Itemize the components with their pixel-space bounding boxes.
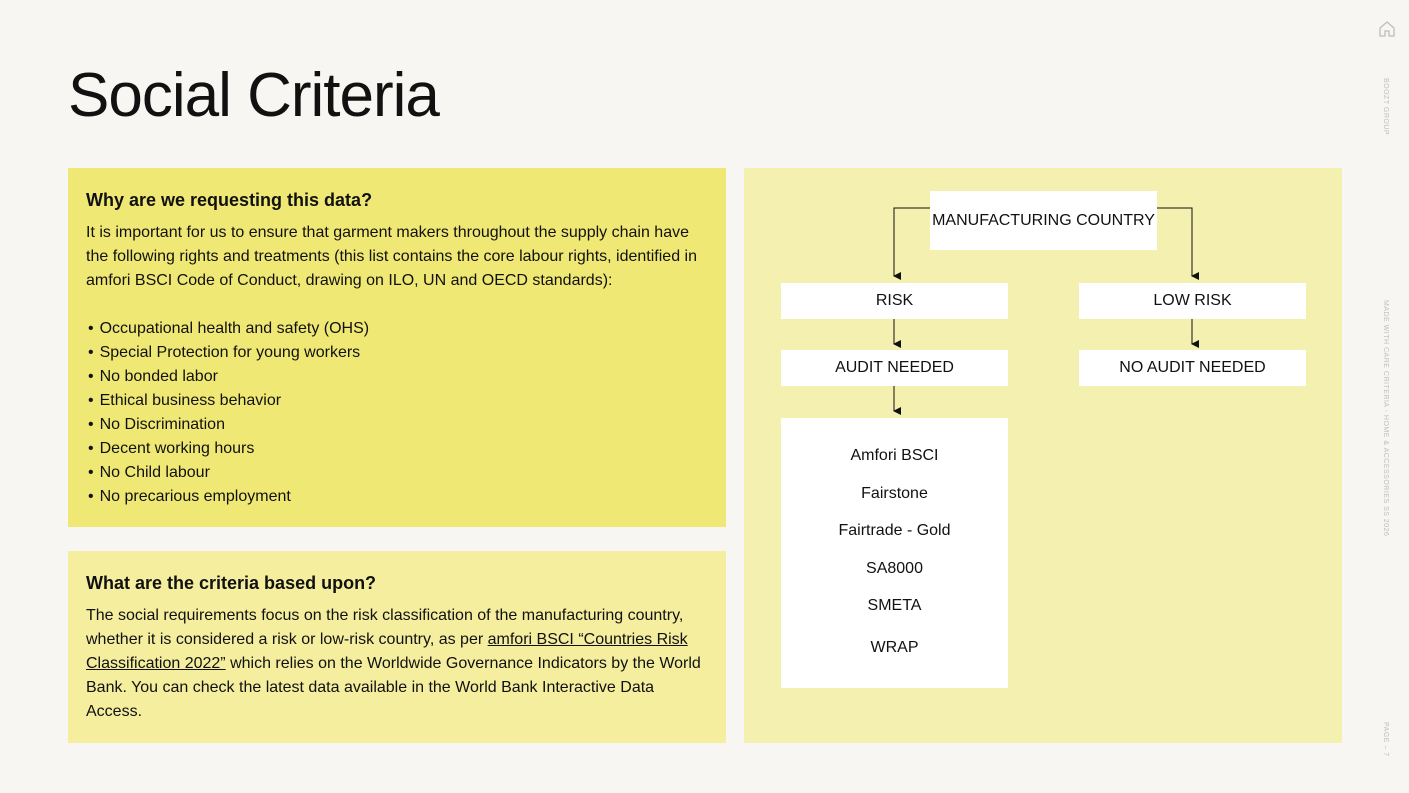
- flowchart-panel: [744, 168, 1342, 743]
- no-audit-needed-box: NO AUDIT NEEDED: [1079, 350, 1306, 386]
- list-item: • Ethical business behavior: [86, 389, 708, 413]
- list-item: • No precarious employment: [86, 485, 708, 509]
- list-item: • Special Protection for young workers: [86, 341, 708, 365]
- side-document-label: MADE WITH CARE CRITERIA - HOME & ACCESSORIES SS 2026: [1382, 300, 1389, 537]
- risk-box: RISK: [781, 283, 1008, 319]
- list-item: • No bonded labor: [86, 365, 708, 389]
- why-intro: It is important for us to ensure that garment makers throughout the supply chain have the following rights and treatments (this list contains the core labour rights, identified in amfori BSCI Code of Conduct, drawing on ILO, UN and OECD standards):: [86, 224, 697, 289]
- arrow-to-risk: [894, 208, 930, 276]
- list-item: • No Discrimination: [86, 413, 708, 437]
- certification-item: Fairstone: [861, 484, 928, 502]
- certification-item: SA8000: [866, 559, 923, 577]
- certification-item: WRAP: [870, 638, 919, 656]
- criteria-heading: What are the criteria based upon?: [86, 573, 377, 593]
- page-title: Social Criteria: [68, 61, 439, 130]
- criteria-panel: [68, 551, 726, 743]
- audit-needed-box: AUDIT NEEDED: [781, 350, 1008, 386]
- side-brand-label: BOOZT GROUP: [1382, 78, 1389, 136]
- why-panel: [68, 168, 726, 527]
- criteria-text-end: which relies on the Worldwide Governance Indicators by the World Bank. You can check the latest data available in the World Bank Interactive Data Access.: [86, 655, 701, 720]
- certification-item: SMETA: [867, 597, 922, 615]
- certification-item: Fairtrade - Gold: [838, 522, 951, 540]
- criteria-text-start: The social requirements focus on the risk classification of the manufacturing country, whether it is considered a risk or low-risk country, as per: [86, 607, 684, 648]
- low-risk-box: LOW RISK: [1079, 283, 1306, 319]
- rights-list: [86, 317, 708, 509]
- page-number: PAGE – 7: [1382, 722, 1389, 757]
- arrow-to-low-risk: [1156, 208, 1192, 276]
- certifications-box: [781, 418, 1008, 688]
- risk-classification-link[interactable]: amfori BSCI “Countries Risk Classification 2022”: [86, 631, 688, 672]
- home-icon[interactable]: [1378, 20, 1396, 38]
- list-item: • Decent working hours: [86, 437, 708, 461]
- certification-item: Amfori BSCI: [850, 447, 939, 464]
- criteria-text: [86, 604, 708, 724]
- manufacturing-country-box: MANUFACTURING COUNTRY: [930, 191, 1157, 250]
- why-heading: Why are we requesting this data?: [86, 190, 373, 210]
- list-item: • Occupational health and safety (OHS): [86, 317, 708, 341]
- list-item: • No Child labour: [86, 461, 708, 485]
